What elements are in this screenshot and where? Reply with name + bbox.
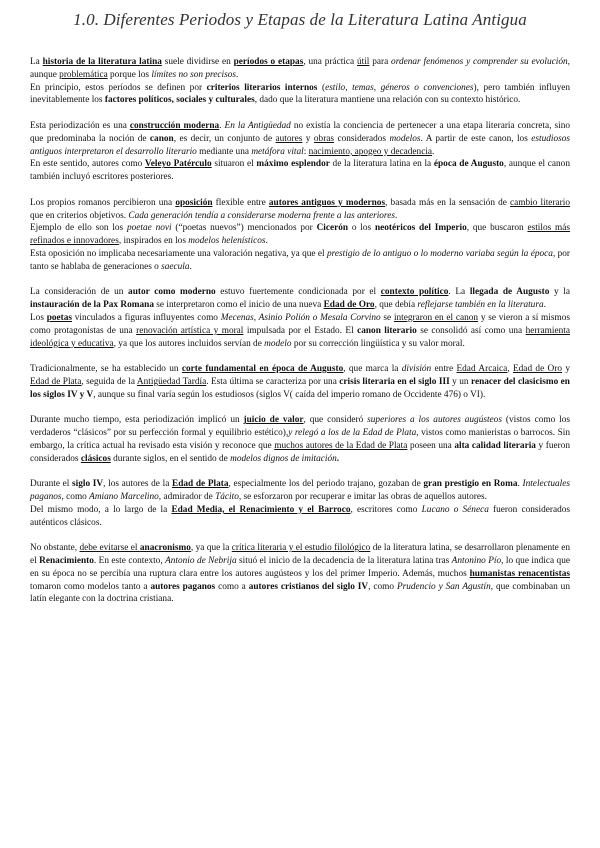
paragraph [30, 286, 570, 312]
text-run: poseen una [407, 440, 455, 451]
text-run: La [30, 57, 43, 67]
text-run: alta calidad literaria [454, 440, 536, 451]
text-run: que en criterios objetivos. [30, 210, 129, 221]
text-run: , dado que la literatura mantiene una relación con su contexto histórico. [254, 95, 521, 106]
text-run: . [189, 261, 192, 272]
text-run: clásicos [80, 453, 111, 464]
text-run: ( [317, 82, 326, 93]
paragraph [30, 414, 570, 465]
text-run: Edad Arcaica [456, 364, 508, 375]
text-run: división [401, 364, 432, 375]
text-run: estilo, temas, géneros o convenciones [325, 82, 474, 93]
text-run: autores cristianos del siglo IV [248, 581, 369, 592]
text-run: máximo esplendor [256, 159, 330, 170]
text-run: Los [30, 312, 47, 323]
text-run: modelo [264, 338, 292, 349]
text-run: . [235, 69, 239, 80]
text-run: , por tanto se hablaba de generaciones o [30, 248, 571, 272]
text-run: cambio literario [510, 197, 570, 208]
text-run: modelos [389, 133, 421, 144]
text-run: Antonio de Nebrija [165, 556, 237, 567]
text-run: de la literatura latina en la [329, 159, 434, 170]
text-run: canon [149, 133, 174, 144]
text-run: problemática [59, 69, 108, 80]
text-run: , [507, 364, 513, 375]
text-run: humanistas renacentistas [469, 568, 570, 579]
paragraph [30, 248, 570, 274]
text-run: Edad de Plata [30, 376, 82, 387]
text-run: de la literatura latina, se desarrollaron plenamente en el [30, 543, 570, 567]
paragraph-gap [30, 184, 570, 197]
text-run: estilos más refinados e innovadores [30, 223, 570, 247]
text-run: , escritores como [350, 504, 422, 515]
text-run: En la Antigüedad [224, 120, 291, 131]
text-run: suele dividirse en [161, 57, 234, 67]
text-run: Tácito [215, 492, 239, 503]
text-run: . [336, 453, 340, 464]
text-run: y la [549, 287, 570, 298]
paragraph-gap [30, 529, 570, 542]
text-run: , como [368, 581, 397, 592]
text-run: autores paganos [150, 581, 216, 592]
text-run: , vistos como manieristas o barrocos. Sin embargo, la crítica actual ha revisado esta visión y reconoce que [30, 428, 570, 451]
text-run: durante siglos, en el sentido de [110, 453, 231, 464]
text-run: aunque [30, 69, 60, 80]
text-run: factores políticos, sociales y culturales [104, 95, 255, 106]
text-run: . [394, 210, 398, 221]
text-run: oposición [175, 197, 213, 208]
text-run: vinculados a figuras influyentes como [72, 312, 221, 323]
text-run: Esta periodización es una [30, 120, 130, 131]
text-run: La consideración de un [30, 287, 129, 298]
text-run: útil [356, 57, 370, 67]
text-run: se [380, 312, 394, 323]
text-run: , se esforzaron por recuperar e imitar las obras de aquellos autores. [238, 492, 487, 503]
text-run: , basada más en la sensación de [385, 197, 511, 208]
text-run: impulsada por el Estado. El [243, 325, 358, 336]
text-run: neotéricos del Imperio [374, 223, 467, 234]
text-run: Cada generación tendía a considerarse moderna frente a las anteriores [128, 210, 395, 221]
text-run: y [302, 133, 314, 144]
text-run: autores antiguos y modernos [268, 197, 386, 208]
text-run: obras [313, 133, 335, 144]
text-run: Edad de Plata [172, 479, 229, 490]
text-run: . [543, 300, 546, 311]
text-run: Veleyo Patérculo [144, 159, 212, 170]
text-run: historia de la literatura latina [42, 57, 162, 67]
text-run: porque los [107, 69, 152, 80]
text-run: , ya que los autores incluidos servían de [113, 338, 265, 349]
text-run: crisis literaria en el siglo III [339, 376, 450, 387]
text-run: (vistos como los verdaderos “clásicos” por su perfección formal y equilibrio estético) [30, 415, 570, 439]
text-run: canon literario [357, 325, 417, 336]
text-run: , aunque su final varía según los estudiosos (siglos V( caída del imperio romano de Occidente 476) o VI). [93, 389, 486, 400]
text-run: , especialmente los del periodo trajano, gozaban de [228, 479, 424, 490]
text-run: instauración de la Pax Romana [30, 300, 154, 311]
text-run: renacer del clasicismo en los siglos IV y V [30, 376, 570, 400]
paragraph-gap [30, 274, 570, 287]
text-run: no existía la conciencia de pertenecer a una etapa literaria concreta, sino que predominaba la noción de [30, 120, 570, 144]
text-run: Los propios romanos percibieron una [30, 197, 176, 208]
text-run: Durante mucho tiempo, esta periodización implicó un [30, 415, 244, 426]
text-run: gran prestigio en Roma [423, 479, 518, 490]
text-run: Durante el [30, 479, 73, 490]
text-run: Edad de Oro [512, 364, 562, 375]
text-run: y fueron considerados [30, 440, 570, 464]
text-run: , admirador de [158, 492, 216, 503]
text-run: , una práctica [303, 57, 357, 67]
text-run: construcción moderna [129, 120, 220, 131]
text-run: Lucano o Séneca [421, 504, 489, 515]
text-run: debe evitarse el [79, 543, 140, 554]
text-run: ), pero también influyen inevitablemente los [30, 82, 570, 106]
text-run: Edad de Oro [323, 300, 375, 311]
text-run: No obstante, [30, 543, 80, 554]
paragraph [30, 197, 570, 223]
text-run: límites no son precisos [151, 69, 236, 80]
text-run: . Esta última se caracteriza por una [206, 376, 340, 387]
paragraph [30, 504, 570, 530]
paragraph-gap [30, 466, 570, 479]
text-run: . [265, 236, 268, 247]
text-run: poetas [46, 312, 73, 323]
text-run: siglo IV [72, 479, 104, 490]
text-run: , los autores de la [103, 479, 172, 490]
text-run: llegada de Augusto [469, 287, 550, 298]
text-run: para [369, 57, 392, 67]
text-run: renovación artística y moral [136, 325, 244, 336]
text-run: Del mismo modo, a lo largo de la [30, 504, 172, 515]
text-run: , que buscaron [466, 223, 528, 234]
text-run: fueron considerados auténticos clásicos. [30, 504, 570, 528]
text-run: como a [215, 581, 249, 592]
text-run: En este sentido, autores como [30, 159, 145, 170]
text-run: . [517, 479, 523, 490]
paragraph [30, 120, 570, 158]
text-run: Renacimiento [39, 556, 94, 567]
text-run: se interpretaron como el inicio de una nueva [153, 300, 324, 311]
text-run: , inspirados en los [118, 236, 189, 247]
text-run: (“poetas nuevos”) mencionados por [171, 223, 317, 234]
text-run: Mecenas, Asinio Polión o Mesala Corvino [220, 312, 381, 323]
text-run: Prudencio y San Agustín [396, 581, 491, 592]
text-run: Amiano Marcelino [89, 492, 159, 503]
text-run: ordenar fenómenos y comprender su evolución, [391, 57, 570, 67]
text-run: flexible entre [212, 197, 269, 208]
text-run: crítica literaria y el estudio filológico [231, 543, 371, 554]
text-run: modelos helenísticos [188, 236, 266, 247]
text-run: , lo que indica que en su época no se percibía una ruptura clara entre los autores augústeos y los del primer Imperio. Además, muchos [30, 556, 570, 579]
text-run: considerados [334, 133, 390, 144]
text-run: . A partir de este canon, los [420, 133, 532, 144]
paragraph-gap [30, 402, 570, 415]
text-run: estudiosos antiguos interpretaron el desarrollo literario [30, 133, 571, 157]
text-run: , seguida de la [81, 376, 137, 387]
text-run: Antigüedad Tardía [136, 376, 207, 387]
text-run: Intelectuales paganos [30, 479, 570, 503]
paragraph [30, 222, 570, 248]
text-run: . [219, 120, 225, 131]
text-run: y un [449, 376, 472, 387]
text-run: Ejemplo de ello son los [30, 223, 127, 234]
document-body [30, 56, 570, 606]
text-run: metáfora vital [251, 146, 304, 157]
text-run: . La [448, 287, 470, 298]
text-run: ,y relegó a los de la Edad de Plata [285, 428, 417, 439]
text-run: . En este contexto, [93, 556, 166, 567]
text-run: se consolidó así como una [416, 325, 526, 336]
text-run: Tradicionalmente, se ha establecido un [30, 364, 182, 375]
page-title: 1.0. Diferentes Periodos y Etapas de la Literatura Latina Antigua [73, 10, 527, 29]
paragraph [30, 542, 570, 606]
text-run: Antonino Pío [451, 556, 502, 567]
text-run: nacimiento, apogeo y decadencia [308, 146, 433, 157]
text-run: o los [348, 223, 375, 234]
text-run: Cicerón [316, 223, 349, 234]
text-run: . [432, 146, 435, 157]
text-run: prestigio de lo antiguo o lo moderno variaba según la época [326, 248, 553, 259]
text-run: mediante una [196, 146, 252, 157]
text-run: saecula [161, 261, 190, 272]
paragraph [30, 82, 570, 108]
paragraph-gap [30, 107, 570, 120]
text-run: : [303, 146, 309, 157]
text-run: estuvo fuertemente condicionada por el [215, 287, 381, 298]
text-run: poetae novi [126, 223, 172, 234]
text-run: , que debía [374, 300, 418, 311]
text-run: , es decir, un conjunto de [173, 133, 276, 144]
text-run: En principio, estos períodos se definen por [30, 82, 207, 93]
paragraph [30, 478, 570, 504]
text-run: y se vieron a sí mismos como protagonistas de una [30, 312, 570, 336]
text-run: juicio de valor [243, 415, 304, 426]
text-run: superiores a los autores augústeos [367, 415, 502, 426]
text-run: períodos o etapas [233, 57, 304, 67]
text-run: , que marca la [343, 364, 402, 375]
text-run: , como [61, 492, 90, 503]
paragraph [30, 363, 570, 401]
text-run: modelos dignos de imitación [230, 453, 337, 464]
text-run: por su corrección lingüística y su valor moral. [291, 338, 465, 349]
paragraph [30, 158, 570, 184]
text-run: integraron en el canon [393, 312, 479, 323]
text-run: Esta oposición no implicaba necesariamente una valoración negativa, ya que el [30, 248, 327, 259]
text-run: , que consideró [303, 415, 368, 426]
text-run: reflejarse también en la literatura [417, 300, 544, 311]
text-run: , ya que la [190, 543, 232, 554]
text-run: autor como moderno [128, 287, 216, 298]
text-run: criterios literarios internos [206, 82, 318, 93]
text-run: y [562, 364, 570, 375]
text-run: entre [431, 364, 457, 375]
text-run: situaron el [211, 159, 257, 170]
text-run: autores [275, 133, 303, 144]
text-run: anacronismo [139, 543, 191, 554]
text-run: contexto político [380, 287, 449, 298]
text-run: , que combinaban un latín elegante con la doctrina cristiana. [30, 581, 570, 605]
text-run: época de Augusto [433, 159, 504, 170]
text-run: Edad Media, el Renacimiento y el Barroco [171, 504, 351, 515]
text-run: situó el inicio de la decadencia de la literatura latina tras [236, 556, 452, 567]
text-run: corte fundamental en época de Augusto [181, 364, 344, 375]
text-run: herramienta ideológica y educativa [30, 325, 570, 349]
paragraph [30, 56, 570, 82]
text-run: tomaron como modelos tanto a [30, 581, 151, 592]
paragraph [30, 312, 570, 350]
paragraph-gap [30, 350, 570, 363]
text-run: muchos autores de la Edad de Plata [274, 440, 408, 451]
text-run: , aunque el canon también incluyó escritores posteriores. [30, 159, 570, 183]
